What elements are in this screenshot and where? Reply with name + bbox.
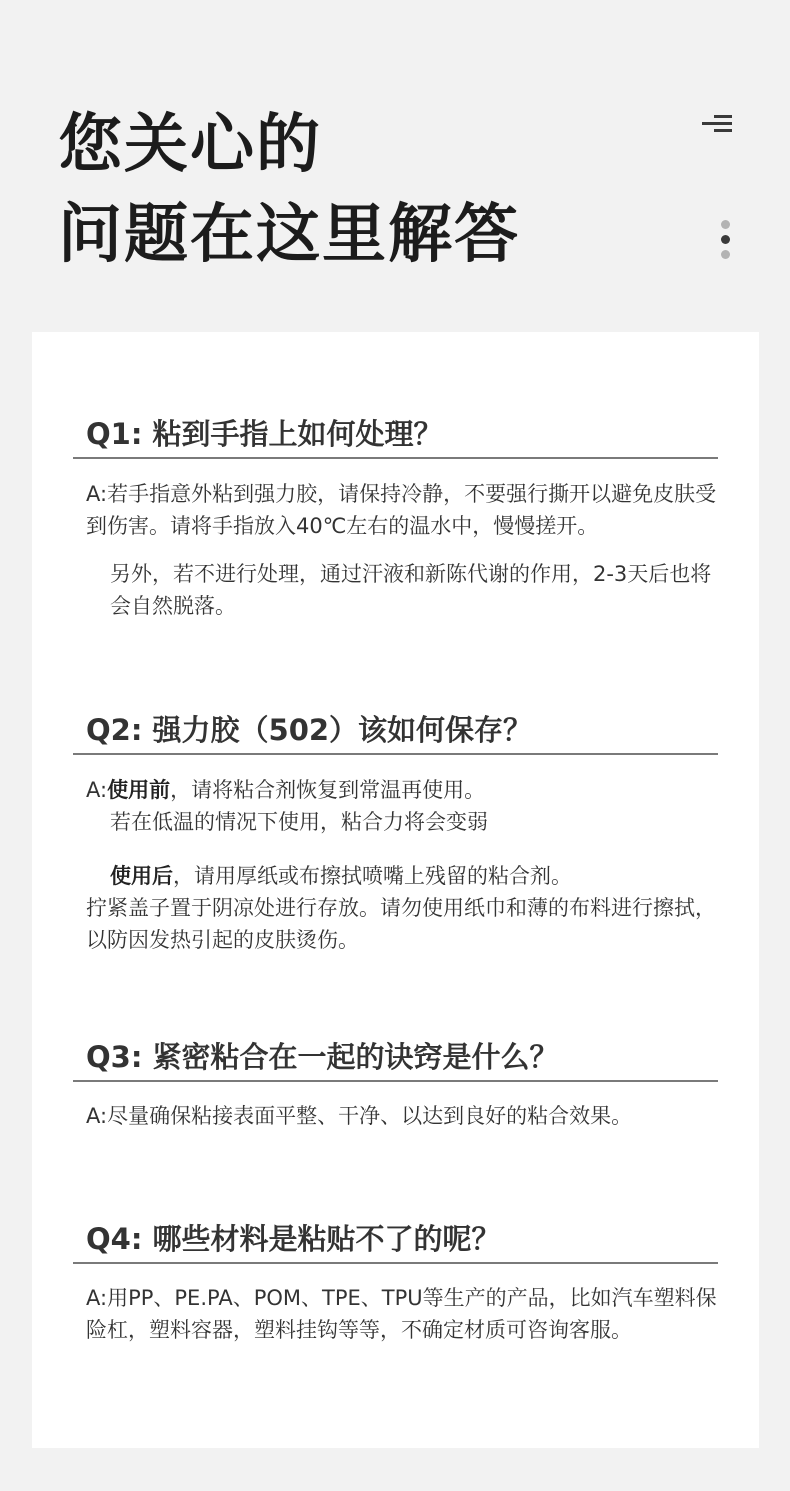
title-line-2: 问题在这里解答 bbox=[58, 198, 520, 272]
answer-1-paragraph-1: A:若手指意外粘到强力胶，请保持冷静，不要强行撕开以避免皮肤受到伤害。请将手指放入40℃左右的温水中，慢慢搓开。 bbox=[86, 482, 717, 538]
faq-answer-2 bbox=[86, 774, 726, 956]
answer-prefix: A: bbox=[86, 778, 108, 802]
faq-question-2: Q2: 强力胶（502）该如何保存？ bbox=[86, 713, 533, 747]
faq-question-3: Q3: 紧密粘合在一起的诀窍是什么？ bbox=[86, 1040, 559, 1074]
before-use-label: 使用前 bbox=[107, 778, 171, 802]
answer-2-before bbox=[86, 774, 726, 806]
divider-2 bbox=[73, 753, 718, 755]
divider-1 bbox=[73, 457, 718, 459]
divider-4 bbox=[73, 1262, 718, 1264]
answer-2-after-note: 拧紧盖子置于阴凉处进行存放。请勿使用纸巾和薄的布料进行擦拭，以防因发热引起的皮肤烫伤。 bbox=[86, 896, 716, 952]
answer-3-paragraph: A:尽量确保粘接表面平整、干净、以达到良好的粘合效果。 bbox=[86, 1104, 633, 1128]
before-use-text: ，请将粘合剂恢复到常温再使用。 bbox=[170, 778, 486, 802]
answer-1-paragraph-2: 另外，若不进行处理，通过汗液和新陈代谢的作用，2-3天后也将会自然脱落。 bbox=[110, 562, 712, 618]
after-use-label: 使用后 bbox=[110, 864, 173, 888]
page-title bbox=[58, 100, 520, 280]
divider-3 bbox=[73, 1080, 718, 1082]
faq-question-4: Q4: 哪些材料是粘贴不了的呢？ bbox=[86, 1222, 501, 1256]
answer-4-paragraph: A:用PP、PE.PA、POM、TPE、TPU等生产的产品，比如汽车塑料保险杠，塑料容器，塑料挂钩等等，不确定材质可咨询客服。 bbox=[86, 1286, 717, 1342]
vertical-dots-icon[interactable] bbox=[721, 220, 731, 262]
menu-lines-icon[interactable] bbox=[700, 115, 732, 135]
faq-question-1: Q1: 粘到手指上如何处理？ bbox=[86, 417, 443, 451]
title-line-1: 您关心的 bbox=[58, 108, 322, 182]
answer-2-before-note: 若在低温的情况下使用，粘合力将会变弱 bbox=[110, 810, 488, 834]
faq-answer-3 bbox=[86, 1100, 726, 1132]
faq-answer-1 bbox=[86, 478, 726, 622]
answer-2-after bbox=[86, 860, 726, 892]
faq-answer-4 bbox=[86, 1282, 726, 1346]
after-use-text: ，请用厚纸或布擦拭喷嘴上残留的粘合剂。 bbox=[173, 864, 572, 888]
faq-card bbox=[32, 332, 759, 1448]
